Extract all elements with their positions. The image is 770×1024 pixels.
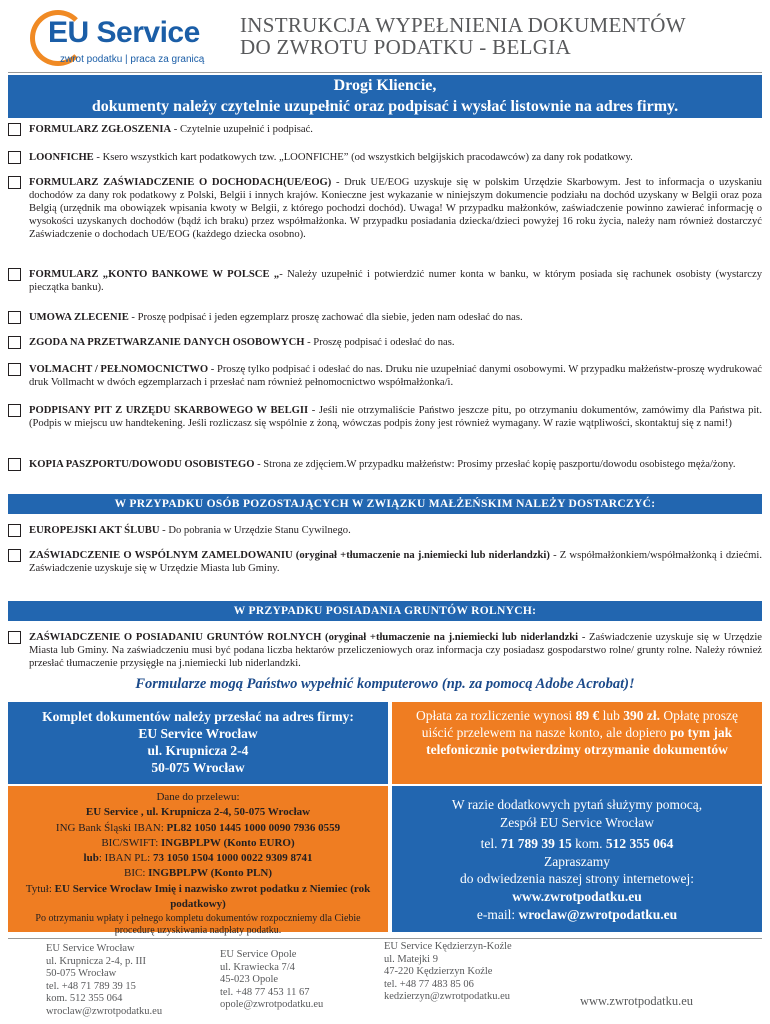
title-label: Tytuł: — [25, 882, 55, 895]
checkbox[interactable] — [8, 176, 21, 189]
checklist-item — [8, 458, 762, 471]
bic2-value: INGBPLPW (Konto PLN) — [148, 867, 272, 880]
address-line: ul. Krupnicza 2-4 — [147, 743, 249, 758]
tel-label: tel. — [480, 836, 501, 852]
contact-help: W razie dodatkowych pytań służymy pomocą, — [451, 797, 703, 812]
checkbox[interactable] — [8, 458, 21, 471]
checklist-item — [8, 524, 762, 537]
title-line-2: DO ZWROTU PODATKU - BELGIA — [240, 35, 571, 59]
payment-or: lub — [599, 708, 624, 723]
bic-label: BIC/SWIFT: — [101, 836, 161, 849]
footer-line: tel. +48 77 483 85 06 — [384, 978, 474, 990]
footer-office-wroclaw — [46, 943, 162, 1018]
item-label: FORMULARZ „KONTO BANKOWE W POLSCE „ — [29, 269, 280, 280]
footer-line: EU Service Wrocław — [46, 943, 135, 954]
checkbox[interactable] — [8, 336, 21, 349]
checklist-item — [8, 268, 762, 294]
footer-line: ul. Krupnicza 2-4, p. III — [46, 955, 147, 967]
checkbox[interactable] — [8, 404, 21, 417]
iban2-label: : IBAN PL: — [98, 852, 153, 865]
item-text: - Do pobrania w Urzędzie Stanu Cywilnego. — [159, 525, 351, 536]
checklist-item — [8, 151, 762, 164]
title-value: EU Service Wrocław Imię i nazwisko zwrot podatku z Niemiec (rok podatkowy) — [54, 882, 371, 911]
address-box — [8, 702, 388, 784]
bic-value: INGBPLPW (Konto EURO) — [161, 836, 295, 849]
checklist-item — [8, 336, 762, 349]
checkbox[interactable] — [8, 151, 21, 164]
checkbox[interactable] — [8, 524, 21, 537]
logo-tagline: zwrot podatku | praca za granicą — [60, 54, 205, 65]
contact-visit: do odwiedzenia naszej strony internetowej: — [460, 871, 694, 887]
item-text: - Z współmałżonkiem/współmałżonką i dziećmi. Zaświadczenie uzyskuje się w Urzędzie Miasta lub Gminy. — [29, 550, 762, 574]
item-label: LOONFICHE — [29, 152, 94, 163]
footer-line: 47-220 Kędzierzyn Koźle — [384, 966, 493, 977]
footer-office-kedzierzyn — [384, 941, 512, 1004]
checkbox[interactable] — [8, 123, 21, 136]
contact-invite: Zapraszamy — [544, 853, 610, 869]
payment-instruction: Opłatę proszę uiścić przelewem na nasze konto, ale dopiero — [421, 708, 739, 740]
transfer-bic-line — [22, 836, 374, 851]
iban-value: PL82 1050 1445 1000 0090 7936 0559 — [166, 821, 341, 834]
item-label: ZGODA NA PRZETWARZANIE DANYCH OSOBOWYCH — [29, 337, 305, 348]
checklist-item — [8, 363, 762, 389]
item-label: ZAŚWIADCZENIE O POSIADANIU GRUNTÓW ROLNYCH (oryginał +tłumaczenie na j.niemiecki lub niderlandzki — [29, 632, 579, 643]
logo-brand: EU Service — [48, 16, 200, 49]
checklist-item — [8, 311, 762, 324]
kom-value: 512 355 064 — [605, 836, 674, 852]
address-line: 50-075 Wrocław — [151, 760, 245, 775]
transfer-title: Dane do przelewu: — [156, 791, 240, 803]
footer-email[interactable]: wroclaw@zwrotpodatku.eu — [46, 1005, 163, 1017]
document-title — [240, 14, 686, 58]
contact-box — [392, 786, 762, 932]
footer-line: kom. 512 355 064 — [46, 993, 123, 1004]
transfer-iban2-line — [22, 851, 374, 866]
contact-email-link[interactable]: wroclaw@zwrotpodatku.eu — [518, 906, 678, 922]
item-text: - Proszę tylko podpisać i odesłać do nas. Druku nie uzupełniać danymi osobowymi. W przypadku małżeństw-proszę wydrukować druk Vollmacht w dwóch egzemplarzach i przesłać nam również pełnomocnictwo współmałżonka/i. — [29, 364, 762, 388]
checkbox[interactable] — [8, 549, 21, 562]
item-text: - Czytelnie uzupełnić i podpisać. — [171, 124, 313, 135]
married-section-heading: W PRZYPADKU OSÓB POZOSTAJĄCYCH W ZWIĄZKU MAŁŻEŃSKIM NALEŻY DOSTARCZYĆ: — [8, 494, 762, 514]
address-line: Komplet dokumentów należy przesłać na adres firmy: — [42, 709, 354, 724]
footer-line: ul. Krawiecka 7/4 — [220, 961, 295, 973]
greeting-banner — [8, 75, 762, 118]
eu-service-logo — [30, 8, 230, 68]
item-text: - Strona ze zdjęciem.W przypadku małżeństw: Prosimy przesłać kopię paszportu/dowodu osobistego męża/żony. — [254, 459, 736, 470]
item-label: FORMULARZ ZAŚWIADCZENIE O DOCHODACH(UE/EOG) — [29, 177, 332, 188]
bic2-label: BIC: — [123, 867, 149, 880]
computer-fill-note: Formularze mogą Państwo wypełnić komputerowo (np. za pomocą Adobe Acrobat)! — [135, 676, 635, 692]
payment-text: Opłata za rozliczenie wynosi — [415, 708, 573, 723]
lub-label: lub — [83, 852, 99, 865]
title-line-1: INSTRUKCJA WYPEŁNIENIA DOKUMENTÓW — [240, 13, 686, 37]
transfer-iban-line — [22, 821, 374, 836]
footer-divider — [8, 938, 762, 939]
contact-phones — [392, 835, 762, 853]
item-label: UMOWA ZLECENIE — [29, 312, 129, 323]
footer-line: EU Service Opole — [220, 949, 297, 960]
farmland-section-heading: W PRZYPADKU POSIADANIA GRUNTÓW ROLNYCH: — [8, 601, 762, 621]
footer-office-opole — [220, 949, 323, 1012]
checklist-item — [8, 123, 762, 136]
transfer-footer: Po otrzymaniu wpłaty i pełnego kompletu dokumentów rozpoczniemy dla Ciebie procedurę uzyskiwania nadpłaty podatku. — [35, 913, 361, 937]
checklist-item — [8, 176, 762, 241]
footer-line: 50-075 Wrocław — [46, 968, 117, 979]
item-text: - Jeśli nie otrzymaliście Państwo jeszcze pitu, po otrzymaniu dokumentów, zamówimy dla Państwa pit. (Podpis w miejscu uw handtekening. Jeśli rozliczasz się wspólnie z żoną, wówczas podpis żony jest również wymagany. W razie wątpliwości, skontaktuj się z nami!) — [29, 405, 762, 429]
checklist-item — [8, 404, 762, 430]
footer-line: tel. +48 71 789 39 15 — [46, 980, 136, 992]
item-text: - Ksero wszystkich kart podatkowych tzw. „LOONFICHE” (od wszystkich belgijskich pracodawców) za dany rok podatkowy. — [93, 152, 633, 163]
contact-team: Zespół EU Service Wrocław — [499, 814, 655, 830]
iban-label: ING Bank Śląski IBAN: — [55, 821, 167, 834]
contact-website-link[interactable]: www.zwrotpodatku.eu — [512, 888, 642, 904]
item-text: - Zaświadczenie uzyskuje się w Urzędzie Miasta lub Gminy. Na zaświadczeniu musi być podana liczba hektarów przeliczeniowych oraz informacja czy posiadasz gospodarstwo rolne/ grunty rolne. Należy również przesłać tłumaczenie przysięgłe na j.niemiecki lub niderlandzki. — [29, 632, 762, 669]
item-label: VOLMACHT / PEŁNOMOCNICTWO — [29, 364, 209, 375]
footer-line: ul. Matejki 9 — [384, 953, 438, 965]
checkbox[interactable] — [8, 268, 21, 281]
checkbox[interactable] — [8, 631, 21, 644]
item-label: PODPISANY PIT Z URZĘDU SKARBOWEGO W BELGII — [29, 405, 309, 416]
transfer-company: EU Service , ul. Krupnicza 2-4, 50-075 Wrocław — [85, 806, 311, 819]
item-label: KOPIA PASZPORTU/DOWODU OSOBISTEGO — [29, 459, 255, 470]
transfer-title-line — [22, 882, 374, 913]
footer-email[interactable]: kedzierzyn@zwrotpodatku.eu — [384, 991, 510, 1002]
item-text: - Druk UE/EOG uzyskuje się w polskim Urzędzie Skarbowym. Jest to informacja o uzyskaniu dochodów za dany rok podatkowy z Polski, Belgii i innych krajów. Konieczne jest wykazanie w niniejszym dokumencie podziału na dochód uzyskany w Belgii oraz poza Belgią (urzędnik ma obowiązek wpisania kwoty w Belgii, z którego pochodzi dochód). Uwaga! W przypadku małżonków, zaświadczenie powinno zawierać informację o wysokości uzyskanych dochodów (bądź ich braku) przez współmałżonka. W przypadku posiadania dziecka/dzieci powyżej 16 roku życia, należy nam również dostarczyć Zaświadczenie o dochodach UE/EOG (każdego dziecka osobno). — [29, 177, 762, 240]
footer-email[interactable]: opole@zwrotpodatku.eu — [220, 999, 324, 1010]
footer-website-link[interactable]: www.zwrotpodatku.eu — [580, 994, 694, 1008]
item-text: - Proszę podpisać i jeden egzemplarz proszę zachować dla siebie, jeden nam odesłać do nas. — [128, 312, 523, 323]
item-text: - Należy uzupełnić i potwierdzić numer konta w banku, w którym posiada się rachunek osobisty (wystarczy pieczątka banku). — [29, 269, 762, 293]
checklist-item — [8, 631, 762, 670]
banner-line-2: dokumenty należy czytelnie uzupełnić oraz podpisać i wysłać listownie na adres firmy. — [91, 98, 679, 115]
payment-box — [392, 702, 762, 784]
checkbox[interactable] — [8, 363, 21, 376]
transfer-bic2-line — [22, 866, 374, 881]
payment-amount-pln: 390 zł. — [623, 708, 661, 723]
footer-line: EU Service Kędzierzyn-Koźle — [384, 941, 512, 952]
transfer-box — [8, 786, 388, 937]
email-label: e-mail: — [476, 906, 519, 922]
item-text: - Proszę podpisać i odesłać do nas. — [304, 337, 455, 348]
item-label: ZAŚWIADCZENIE O WSPÓLNYM ZAMELDOWANIU (oryginał +tłumaczenie na j.niemiecki lub niderlandzki) — [29, 550, 550, 561]
footer-line: tel. +48 77 453 11 67 — [220, 986, 310, 998]
checklist-item — [8, 549, 762, 575]
iban2-value: 73 1050 1504 1000 0022 9309 8741 — [152, 852, 313, 865]
item-label: EUROPEJSKI AKT ŚLUBU — [29, 525, 160, 536]
footer-line: 45-023 Opole — [220, 974, 279, 985]
contact-email-line — [392, 906, 762, 924]
address-line: EU Service Wrocław — [138, 726, 258, 741]
tel-value: 71 789 39 15 — [500, 836, 572, 852]
banner-line-1: Drogi Kliencie, — [333, 77, 437, 94]
payment-confirmation: po tym jak telefonicznie potwierdzimy otrzymanie dokumentów — [426, 725, 733, 757]
item-label: FORMULARZ ZGŁOSZENIA — [29, 124, 172, 135]
kom-label: kom. — [571, 836, 606, 852]
title-divider — [8, 72, 762, 73]
checkbox[interactable] — [8, 311, 21, 324]
payment-amount-eur: 89 € — [575, 708, 600, 723]
